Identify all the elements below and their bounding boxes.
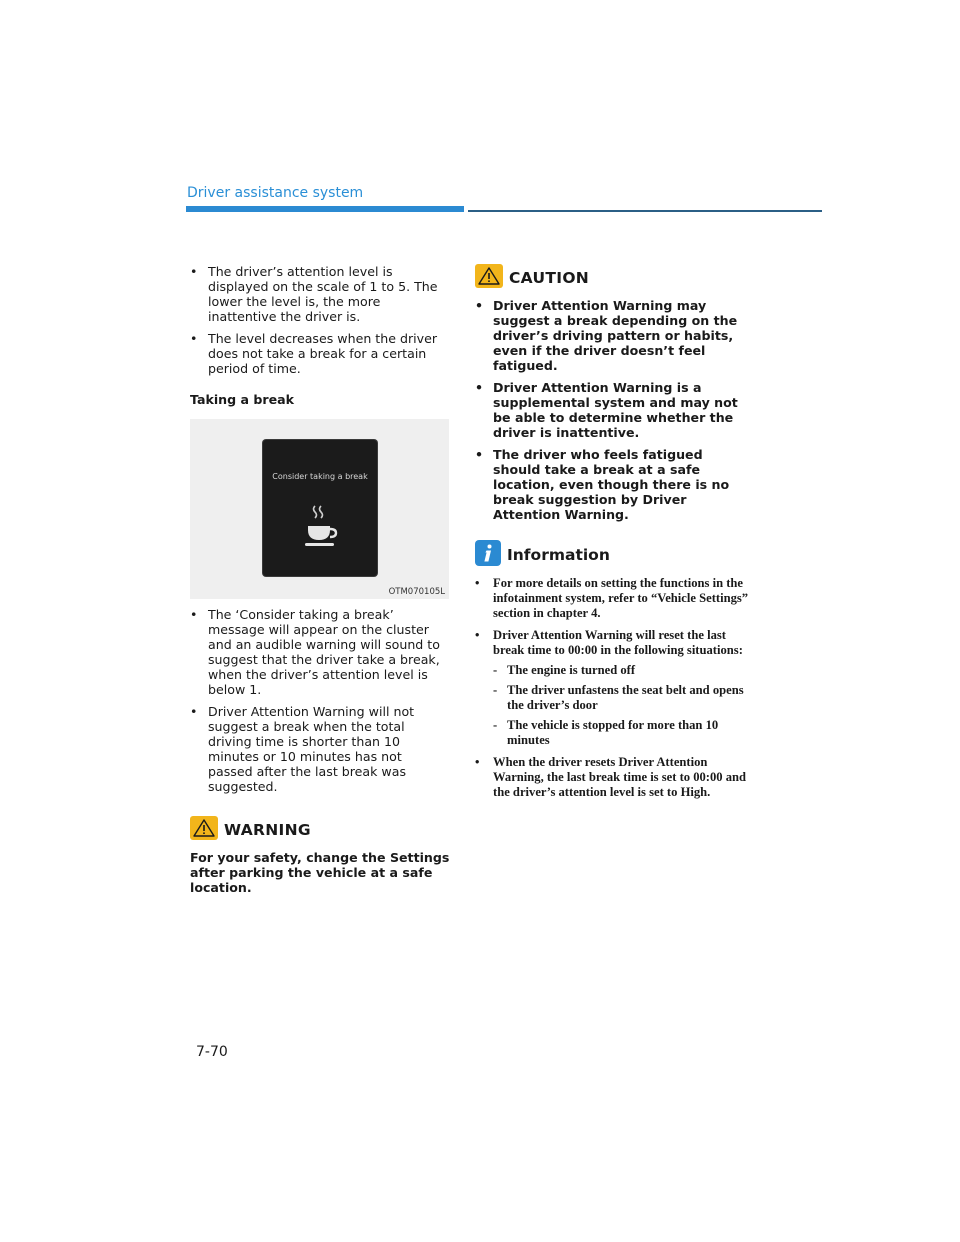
sub-list-item: - The engine is turned off [493,663,750,678]
cluster-screen [263,440,377,576]
information-list [475,576,750,800]
break-suggestion-list [190,607,450,794]
warning-text: For your safety, change the Settings after parking the vehicle at a safe location. [190,850,450,895]
list-item [475,628,750,748]
page-number: 7-70 [196,1044,228,1060]
figure-code: OTM070105L [388,587,445,597]
warning-heading [190,816,450,844]
header-rule-accent [186,206,464,212]
warning-triangle-icon [190,816,218,844]
caution-list [475,298,750,522]
cluster-figure [190,419,449,599]
screen-message: Consider taking a break [272,472,368,481]
warning-triangle-icon [475,264,503,292]
sub-list-item: - The vehicle is stopped for more than 10 minutes [493,718,750,748]
attention-level-list [190,264,450,376]
list-item: • Driver Attention Warning will not suggest a break when the total driving time is shorter than 10 minutes or 10 minutes has not passed after the last break was suggested. [190,704,450,794]
header-title: Driver assistance system [187,185,364,201]
warning-label: WARNING [224,821,311,839]
list-item: • The driver’s attention level is displayed on the scale of 1 to 5. The lower the level is, the more inattentive the driver is. [190,264,450,324]
info-icon [475,540,501,570]
list-item: • Driver Attention Warning may suggest a break depending on the driver’s driving pattern or habits, even if the driver doesn’t feel fatigued. [475,298,750,373]
list-item: • The level decreases when the driver does not take a break for a certain period of time. [190,331,450,376]
list-item: • The driver who feels fatigued should take a break at a safe location, even though there is no break suggestion by Driver Attention Warning. [475,447,750,522]
list-item-text: Driver Attention Warning will reset the last break time to 00:00 in the following situations: [493,628,743,657]
right-column [475,264,750,807]
information-label: Information [507,546,610,564]
header-rule [468,210,822,212]
left-column [190,264,450,895]
list-item: • For more details on setting the functions in the infotainment system, refer to “Vehicle Settings” section in chapter 4. [475,576,750,621]
caution-heading [475,264,750,292]
information-heading [475,540,750,570]
sub-list-item: - The driver unfastens the seat belt and opens the driver’s door [493,683,750,713]
caution-label: CAUTION [509,269,590,287]
list-item: • Driver Attention Warning is a supplemental system and may not be able to determine whether the driver is inattentive. [475,380,750,440]
list-item: • The ‘Consider taking a break’ message will appear on the cluster and an audible warning will sound to suggest that the driver take a break, when the driver’s attention level is below 1. [190,607,450,697]
reset-situations-list [493,663,750,748]
list-item: • When the driver resets Driver Attention Warning, the last break time is set to 00:00 and the driver’s attention level is set to High. [475,755,750,800]
section-subheading: Taking a break [190,392,295,407]
coffee-cup-icon [301,502,341,552]
